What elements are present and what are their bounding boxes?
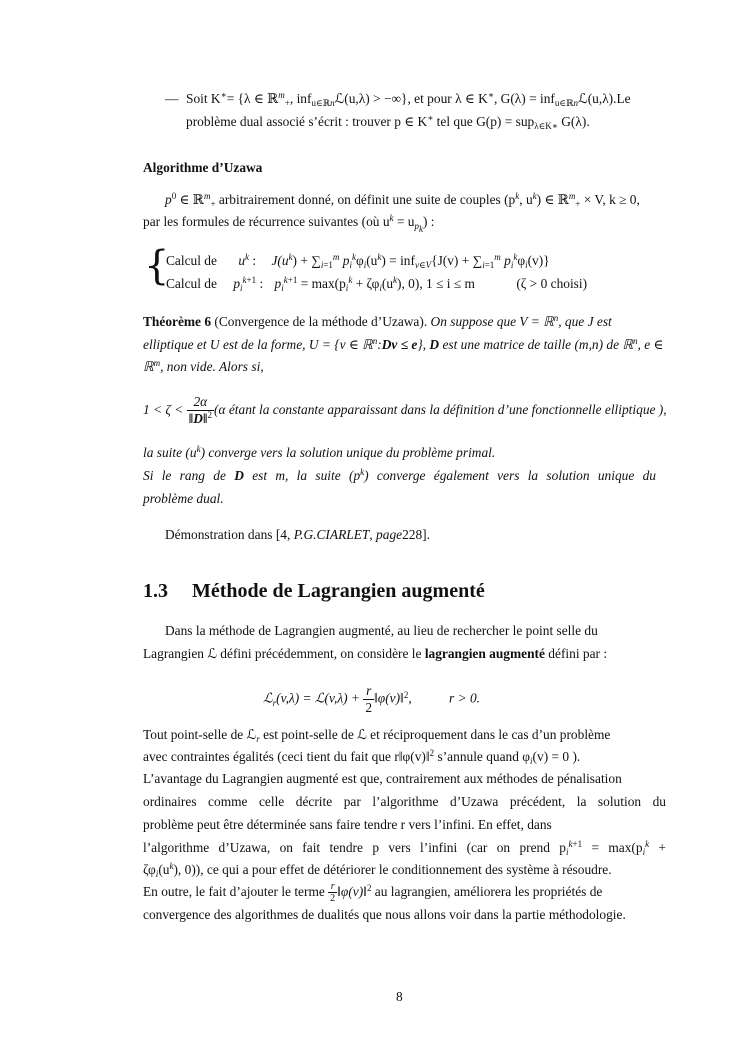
system-row-1: Calcul de $u^k$ : $J(u^k) + \sum_{i=1}^m$ $p_i^k\varphi_i(u^k) = inf_{v\in V}\{J(v) + \sum_{i=1}^m$ $p_i^k\varphi_i(v)$} bbox=[166, 252, 550, 270]
section-text-line-7: $\zeta\varphi_i(u^k)$, 0)), ce qui a pour effet de détériorer le conditionnement des système à résoudre. bbox=[143, 861, 612, 879]
theorem-inequality: 1 < ζ < $\frac{2\alpha}{‖D‖^2}$ (α étant la constante apparaissant dans la définition d’une fonctionnelle elliptique ), bbox=[143, 394, 667, 426]
page-number: 8 bbox=[396, 989, 403, 1004]
theorem-conclusion-2: Si le rang de D est m, la suite $(p^k)$ converge également vers la solution unique du bbox=[143, 467, 656, 483]
section-text-line-4: ordinaires comme celle décrite par l’algorithme d’Uzawa précédent, la solution du bbox=[143, 794, 666, 809]
section-heading bbox=[143, 577, 485, 605]
section-text-line-6: l’algorithme d’Uzawa, on fait tendre p vers l’infini (car on prend $p_i^{k+1} = \max(p_i^k$ + bbox=[143, 839, 666, 857]
dual-item-dash: — bbox=[165, 91, 179, 106]
section-para-line-1: Dans la méthode de Lagrangien augmenté, au lieu de rechercher le point selle du bbox=[165, 623, 598, 638]
system-brace: { bbox=[144, 243, 170, 289]
inequality-fraction: $\frac{2\alpha}{‖D‖^2}$ bbox=[188, 394, 213, 426]
r-over-2-fraction: $\frac{r}{2}$ bbox=[365, 683, 373, 715]
dual-item-line-2: problème dual associé s’écrit : trouver p ∈ K∗ tel que G(p) = sup$_{\lambda\in K∗}$ G(λ). bbox=[186, 113, 590, 131]
demonstration-reference: Démonstration dans [4, P.G.CIARLET, page228]. bbox=[165, 527, 430, 542]
theorem-line-3: ℝ$^m$, non vide. Alors si, bbox=[143, 358, 264, 374]
uzawa-para-line-2: par les formules de récurrence suivantes (où $u^k = u_{p_k}$) : bbox=[143, 213, 435, 234]
section-text-line-2: avec contraintes égalités (ceci tient du fait que r‖φ(v)‖$^2$ s’annule quand $\varphi_i(v) = 0$ ). bbox=[143, 748, 581, 766]
theorem-line-1: Théorème 6 (Convergence de la méthode d’Uzawa). On suppose que V = ℝ$^n$, que J est bbox=[143, 313, 612, 329]
r-over-2-small-fraction: $\frac{r}{2}$ bbox=[330, 881, 336, 905]
section-para-line-2: Lagrangien ℒ défini précédemment, on considère le lagrangien augmenté défini par : bbox=[143, 646, 608, 661]
augmented-lagrangian-equation: ℒ$_r$(v,λ) = ℒ(v,λ) + $\frac{r}{2}$ ‖φ(v)‖$^2$, r > 0. bbox=[263, 683, 481, 715]
theorem-conclusion-3: problème dual. bbox=[143, 491, 224, 506]
theorem-conclusion-1: la suite $(u^k)$ converge vers la solution unique du problème primal. bbox=[143, 444, 496, 460]
dual-item-line-1: Soit K∗= {λ ∈ ℝ$^m_+$, inf$_{u\in ℝn}$ℒ(u,λ) > −∞}, et pour λ ∈ K∗, G(λ) = inf$_{u\in ℝn}$ℒ(u,λ).Le bbox=[186, 90, 631, 108]
section-text-line-3: L’avantage du Lagrangien augmenté est que, contrairement aux méthodes de pénalisation bbox=[143, 771, 622, 786]
section-text-line-8: En outre, le fait d’ajouter le terme $\frac{r}{2}$ ‖φ(v)‖$^2$ au lagrangien, améliorera les propriétés de bbox=[143, 881, 603, 905]
section-text-line-1: Tout point-selle de ℒ$_r$ est point-selle de ℒ et réciproquement dans le cas d’un problème bbox=[143, 727, 611, 744]
theorem-line-2: elliptique et U est de la forme, U = {v ∈ ℝ$^n$:Dv ≤ e}, D est une matrice de taille (m,n) de ℝ$^n$, e ∈ bbox=[143, 336, 664, 352]
uzawa-heading: Algorithme d’Uzawa bbox=[143, 160, 263, 175]
section-title: Méthode de Lagrangien augmenté bbox=[192, 580, 485, 602]
system-row-2: Calcul de $p_i^{k+1}$ : $p_i^{k+1} = \max(p_i^k + \zeta\varphi_i(u^k)$, 0), 1 ≤ i ≤ m (ζ > 0 choisi) bbox=[166, 275, 588, 293]
uzawa-para-line-1: $p^0$ ∈ ℝ$^m_+$ arbitrairement donné, on définit une suite de couples ($p^k$, $u^k$) ∈ ℝ$^m_+$ × V, k ≥ 0, bbox=[165, 191, 640, 209]
section-text-line-9: convergence des algorithmes de dualités que nous allons voir dans la partie méthodologie. bbox=[143, 907, 626, 922]
section-text-line-5: problème peut être déterminée sans faire tendre r vers l’infini. En effet, dans bbox=[143, 817, 552, 832]
section-number: 1.3 bbox=[143, 580, 168, 602]
